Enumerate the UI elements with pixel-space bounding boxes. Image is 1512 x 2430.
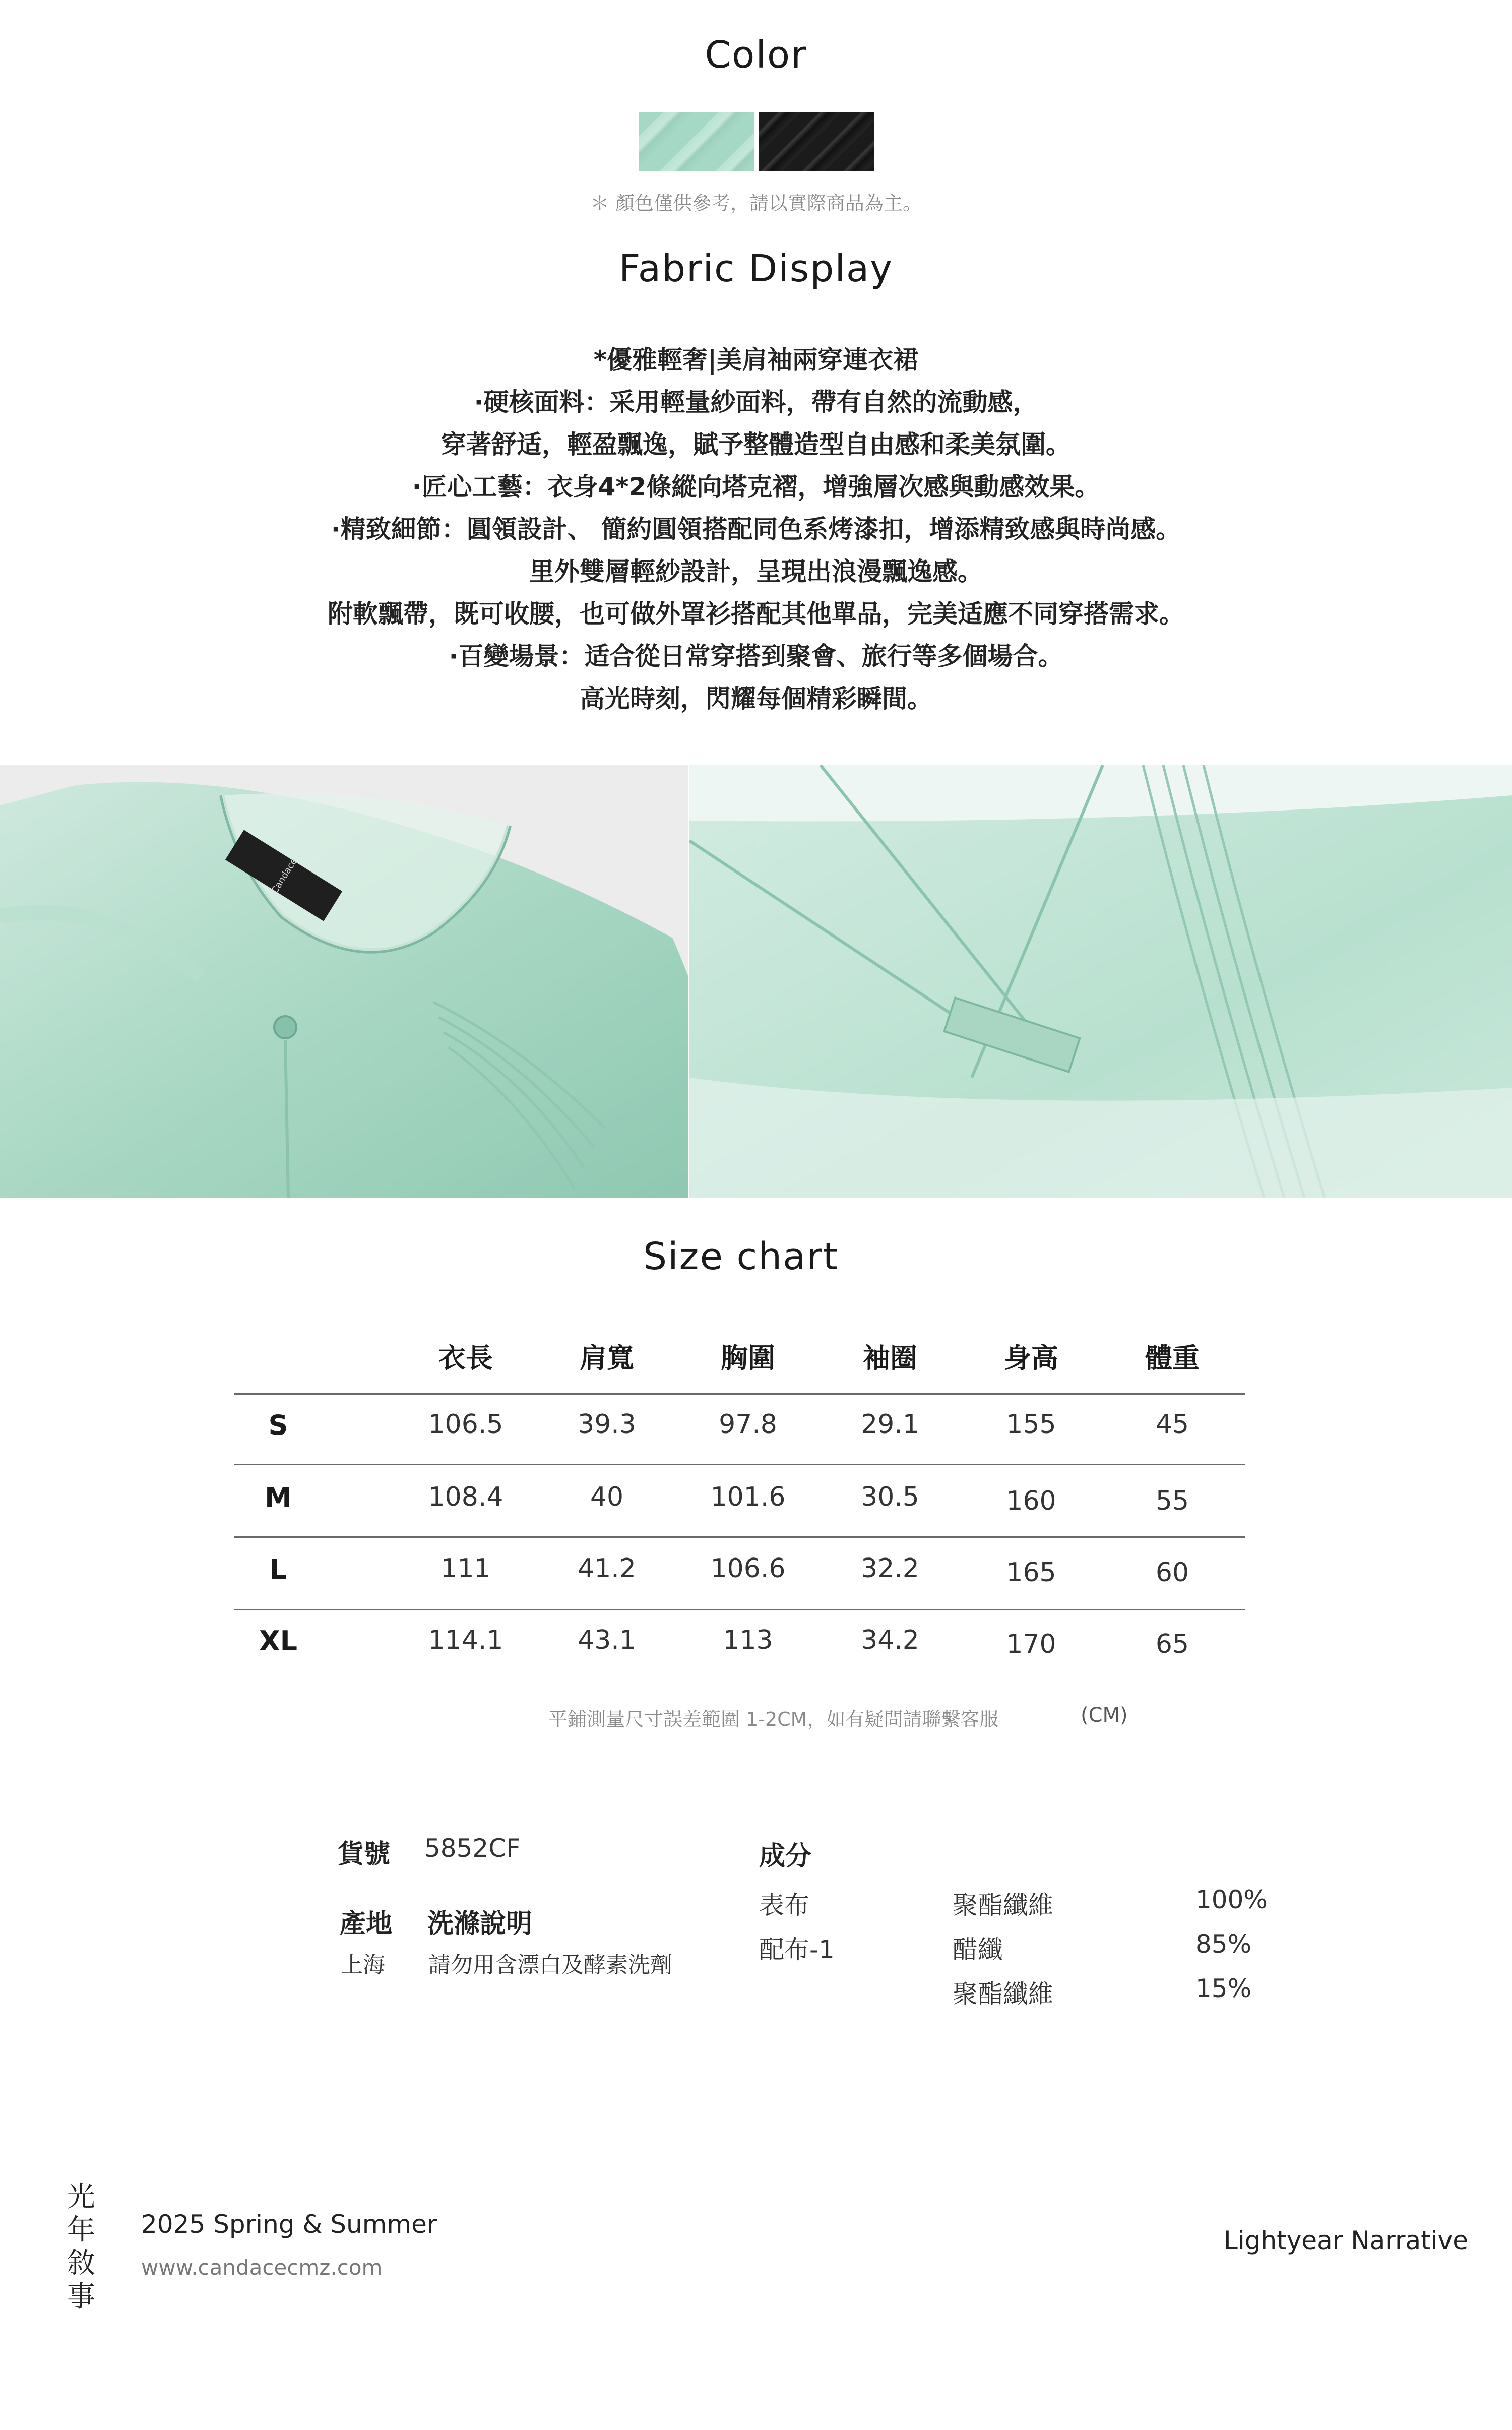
table-divider bbox=[234, 1536, 1245, 1538]
size-chart-heading: Size chart bbox=[643, 1235, 839, 1278]
size-column-header: 袖圈 bbox=[863, 1342, 917, 1374]
size-footnote: 平鋪測量尺寸誤差範圍 1-2CM，如有疑問請聯繫客服 bbox=[548, 1708, 999, 1730]
wash-label: 洗滌說明 bbox=[427, 1909, 533, 1939]
size-cell: 106.6 bbox=[710, 1553, 786, 1584]
fabric-line: ·百變場景：适合從日常穿搭到聚會、旅行等多個場合。 bbox=[449, 642, 1063, 671]
composition-label: 成分 bbox=[759, 1841, 812, 1872]
composition-percent: 15% bbox=[1195, 1974, 1252, 2003]
size-cell: 160 bbox=[1006, 1486, 1056, 1516]
brand-vertical-text: 光 年 敘 事 bbox=[67, 2180, 95, 2313]
size-column-header: 肩寬 bbox=[580, 1342, 634, 1374]
fabric-heading: Fabric Display bbox=[618, 247, 894, 290]
size-cell: 97.8 bbox=[719, 1409, 777, 1440]
fabric-line: 里外雙層輕紗設計，呈現出浪漫飄逸感。 bbox=[529, 557, 983, 586]
garment-label-text: Candace bbox=[269, 856, 299, 896]
size-column-header: 身高 bbox=[1004, 1342, 1058, 1374]
size-unit: (CM) bbox=[1081, 1704, 1128, 1727]
size-column-header: 胸圍 bbox=[721, 1342, 775, 1374]
size-column-header: 體重 bbox=[1145, 1342, 1200, 1374]
size-cell: 101.6 bbox=[710, 1482, 786, 1512]
size-cell: 114.1 bbox=[428, 1625, 503, 1655]
composition-percent: 85% bbox=[1195, 1929, 1252, 1959]
size-cell: 108.4 bbox=[428, 1482, 503, 1512]
footer-season: 2025 Spring & Summer bbox=[141, 2210, 437, 2239]
size-cell: 30.5 bbox=[861, 1482, 919, 1512]
size-row-label: S bbox=[268, 1409, 288, 1441]
size-cell: 55 bbox=[1155, 1486, 1189, 1516]
neckline-illustration bbox=[0, 765, 688, 1198]
size-cell: 165 bbox=[1006, 1557, 1056, 1588]
size-cell: 41.2 bbox=[578, 1553, 636, 1584]
size-column-header: 衣長 bbox=[438, 1342, 493, 1374]
wash-value: 請勿用含漂白及酵素洗劑 bbox=[428, 1952, 672, 1978]
size-row-label: L bbox=[269, 1553, 287, 1585]
size-cell: 106.5 bbox=[428, 1409, 503, 1440]
composition-material: 聚酯纖維 bbox=[953, 1979, 1053, 2009]
composition-material: 醋纖 bbox=[953, 1935, 1003, 1964]
color-note: ＊ 顏色僅供參考，請以實際商品為主。 bbox=[590, 192, 922, 214]
fabric-line: ·精致細節：圓領設計、 簡約圓領搭配同色系烤漆扣，增添精致感與時尚感。 bbox=[331, 515, 1181, 544]
fabric-line: 穿著舒适，輕盈飄逸，賦予整體造型自由感和柔美氛圍。 bbox=[441, 430, 1071, 459]
table-divider bbox=[234, 1609, 1245, 1610]
footer-url[interactable]: www.candacecmz.com bbox=[141, 2255, 383, 2280]
composition-part: 配布-1 bbox=[759, 1935, 835, 1964]
size-cell: 170 bbox=[1006, 1629, 1056, 1659]
table-divider bbox=[234, 1393, 1245, 1395]
size-cell: 43.1 bbox=[578, 1625, 636, 1655]
size-cell: 111 bbox=[440, 1553, 491, 1584]
pleats-illustration bbox=[689, 765, 1512, 1198]
footer-tagline: Lightyear Narrative bbox=[1224, 2226, 1468, 2255]
composition-percent: 100% bbox=[1195, 1885, 1268, 1914]
composition-material: 聚酯纖維 bbox=[953, 1891, 1053, 1920]
size-cell: 60 bbox=[1155, 1557, 1189, 1588]
origin-label: 產地 bbox=[340, 1909, 393, 1939]
fabric-line: 高光時刻，閃耀每個精彩瞬間。 bbox=[580, 684, 932, 713]
size-cell: 65 bbox=[1155, 1629, 1189, 1659]
fabric-line: *優雅輕奢|美肩袖兩穿連衣裙 bbox=[593, 345, 919, 375]
size-cell: 32.2 bbox=[861, 1553, 919, 1584]
size-row-label: M bbox=[265, 1482, 292, 1514]
size-cell: 34.2 bbox=[861, 1625, 919, 1655]
origin-value: 上海 bbox=[341, 1952, 385, 1978]
table-divider bbox=[234, 1464, 1245, 1465]
size-cell: 29.1 bbox=[861, 1409, 919, 1440]
color-swatch-mint[interactable] bbox=[639, 112, 754, 171]
color-swatch-black[interactable] bbox=[759, 112, 874, 171]
fabric-line: ·匠心工藝：衣身4*2條縱向塔克褶，增強層次感與動感效果。 bbox=[412, 472, 1100, 502]
fabric-photo-pleats bbox=[689, 765, 1512, 1198]
fabric-line: ·硬核面料：采用輕量紗面料，帶有自然的流動感， bbox=[474, 388, 1038, 417]
size-cell: 113 bbox=[723, 1625, 773, 1655]
fabric-line: 附軟飄帶，既可收腰，也可做外罩衫搭配其他單品，完美适應不同穿搭需求。 bbox=[328, 599, 1184, 629]
size-cell: 39.3 bbox=[578, 1409, 636, 1440]
size-cell: 155 bbox=[1006, 1409, 1056, 1440]
color-heading: Color bbox=[705, 33, 807, 77]
size-cell: 40 bbox=[590, 1482, 624, 1512]
size-cell: 45 bbox=[1155, 1409, 1189, 1440]
composition-part: 表布 bbox=[759, 1891, 809, 1920]
sku-label: 貨號 bbox=[338, 1839, 391, 1870]
sku-value: 5852CF bbox=[424, 1834, 521, 1863]
fabric-photo-neckline bbox=[0, 765, 688, 1198]
size-row-label: XL bbox=[259, 1625, 298, 1657]
